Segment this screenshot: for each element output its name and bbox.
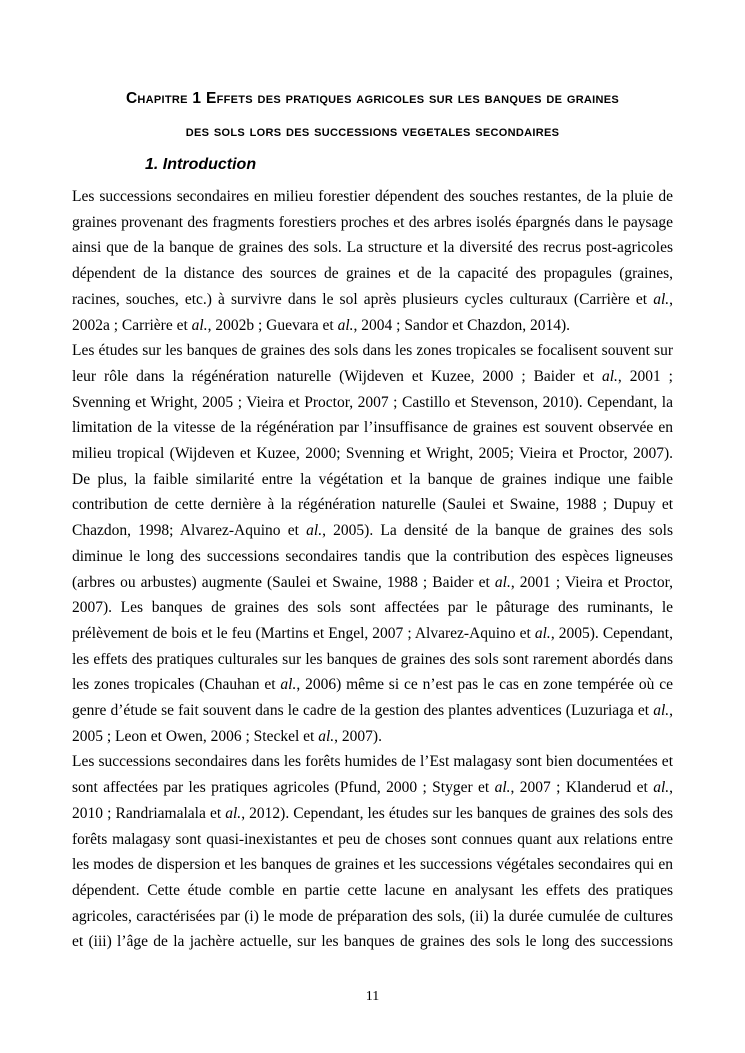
italic-text-segment: al. [601,367,618,385]
paragraph [72,338,673,749]
body-paragraphs [72,184,673,955]
text-segment: , 2012). Cependant, les études sur les banques de graines des sols des forêts malagasy sont quasi-inexistantes et peu de choses sont connues quant aux relations entre les modes de dispersion et les banques de graines et les successions végétales secondaires qui en dépendent. Cette étude comble en partie cette lacune en analysant les effets des pratiques agricoles, caractérisées par (i) le mode de préparation des sols, (ii) la durée cumulée de cultures et (iii) l’âge de la jachère actuelle, sur les banques de graines des sols le long des successions [72,804,673,951]
text-segment: , 2005 ; Leon et Owen, 2006 ; Steckel et [72,702,673,745]
chapter-title-line2: des sols lors des successions vegetales secondaires [185,123,560,140]
text-segment: Les études sur les banques de graines des sols dans les zones tropicales se focalisent souvent sur leur rôle dans la régénération naturelle (Wijdeven et Kuzee, 2000 ; Baider et [72,342,673,385]
italic-text-segment: al. [280,676,297,694]
italic-text-segment: al. [494,573,511,591]
chapter-title-line1: Chapitre 1 Effets des pratiques agricoles sur les banques de graines [125,90,620,107]
paragraph [72,749,673,955]
chapter-title [72,82,673,148]
italic-text-segment: al. [191,316,208,334]
paragraph [72,184,673,338]
page-number: 11 [365,989,380,1004]
text-segment: , 2007). [334,727,382,745]
italic-text-segment: al. [653,290,670,308]
section-heading: 1. Introduction [145,156,257,173]
italic-text-segment: al. [225,804,242,822]
text-segment: , 2005). La densité de la banque de graines des sols diminue le long des successions secondaires tandis que la contribution des espèces ligneuses (arbres ou arbustes) augmente (Saulei et Swaine, 1988 ; Baider et [72,522,673,591]
text-segment: , 2004 ; Sandor et Chazdon, 2014). [353,316,571,334]
text-segment: , 2001 ; Vieira et Proctor, 2007). Les banques de graines des sols sont affectées par le pâturage des ruminants, le prélèvement de bois et le feu (Martins et Engel, 2007 ; Alvarez-Aquino et [72,573,673,642]
italic-text-segment: al. [306,522,323,540]
text-segment: , 2010 ; Randriamalala et [72,779,674,822]
text-segment: , 2002b ; Guevara et [207,316,338,334]
text-segment: Les successions secondaires dans les forêts humides de l’Est malagasy sont bien documentées et sont affectées par les pratiques agricoles (Pfund, 2000 ; Styger et [72,753,673,797]
italic-text-segment: al. [653,702,670,720]
text-segment: , 2005). Cependant, les effets des pratiques culturales sur les banques de graines des sols sont rarement abordés dans les zones tropicales (Chauhan et [72,624,673,694]
text-segment: , 2001 ; Svenning et Wright, 2005 ; Vieira et Proctor, 2007 ; Castillo et Stevenson, 2010). Cependant, la limitation de la vitesse de la régénération par l’insuffisance de graines est souvent observée en milieu tropical (Wijdeven et Kuzee, 2000; Svenning et Wright, 2005; Vieira et Proctor, 2007). De plus, la faible similarité entre la végétation et la banque de graines indique une faible contribution de cette dernière à la régénération naturelle (Saulei et Swaine, 1988 ; Dupuy et Chazdon, 1998; Alvarez-Aquino et [72,367,673,540]
text-segment: , 2006) même si ce n’est pas le cas en zone tempérée où ce genre d’étude se fait souvent dans le cadre de la gestion des plantes adventices (Luzuriaga et [72,676,673,720]
italic-text-segment: al. [337,316,354,334]
italic-text-segment: al. [653,779,670,797]
italic-text-segment: al. [534,624,551,642]
italic-text-segment: al. [318,727,335,745]
text-segment: , 2002a ; Carrière et [72,290,673,334]
text-segment: , 2007 ; Klanderud et [510,779,654,797]
italic-text-segment: al. [494,779,511,797]
text-segment: Les successions secondaires en milieu forestier dépendent des souches restantes, de la pluie de graines provenant des fragments forestiers proches et des arbres isolés épargnés dans le paysage ainsi que de la banque de graines des sols. La structure et la diversité des recrus post-agricoles dépendent de la distance des sources de graines et de la capacité des propagules (graines, racines, souches, etc.) à survivre dans le sol après plusieurs cycles culturaux (Carrière et [72,188,673,308]
